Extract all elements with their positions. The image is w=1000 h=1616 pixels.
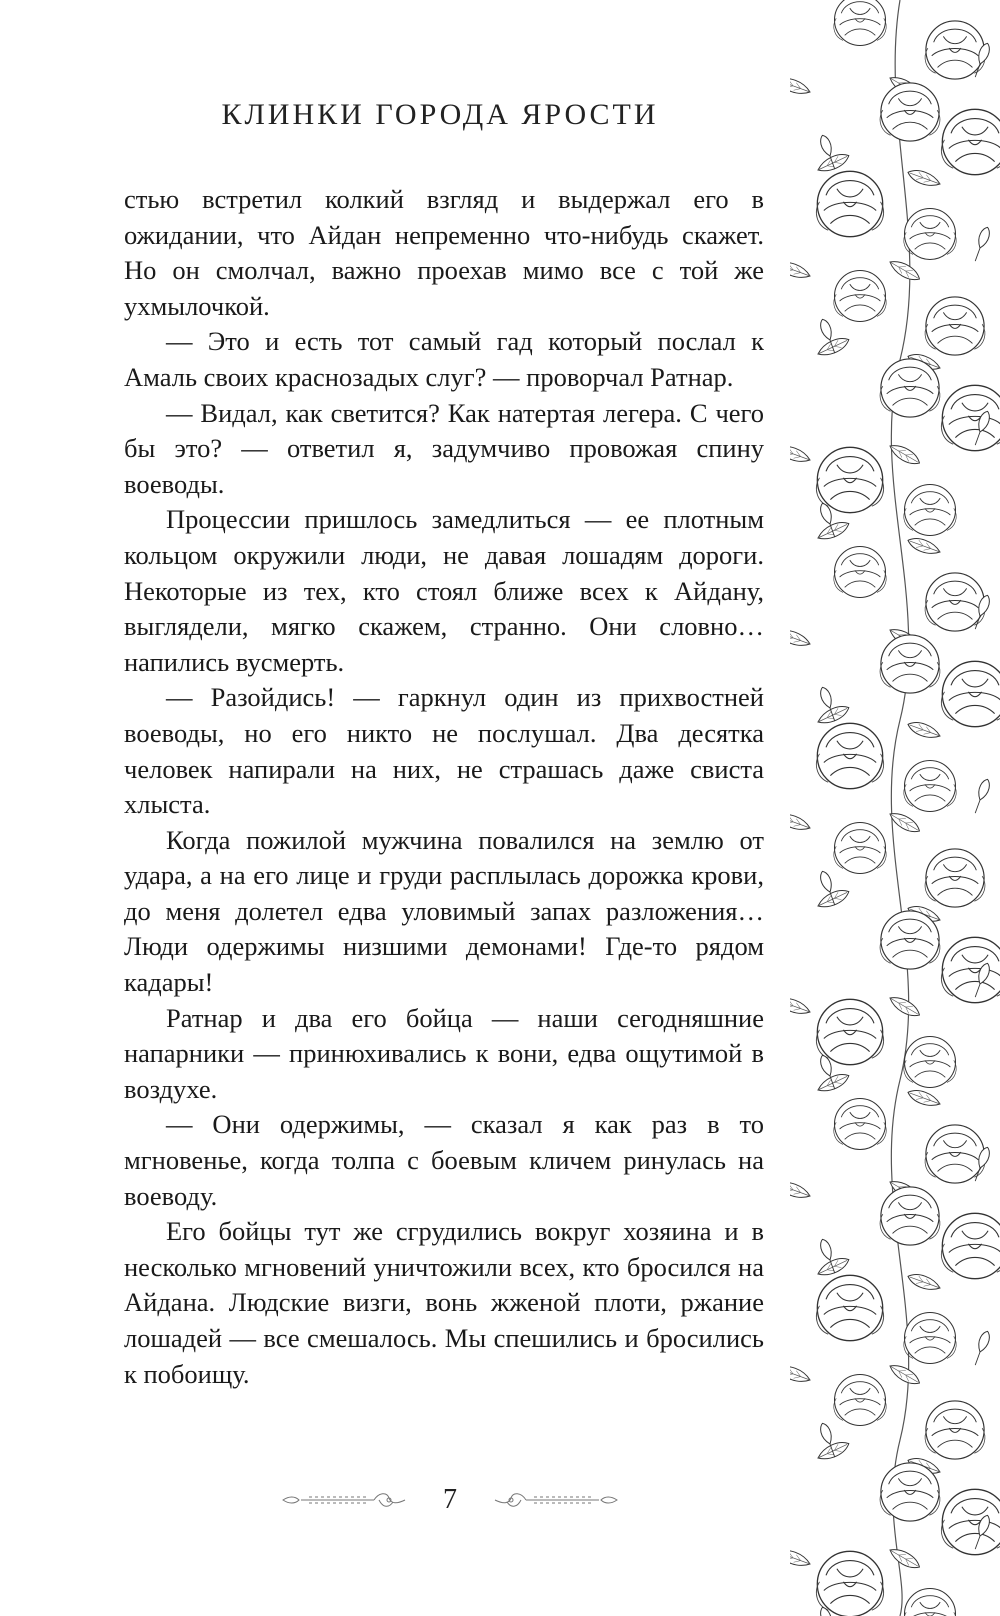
peony-flower-icon	[941, 1489, 1000, 1554]
peony-flower-icon	[904, 1589, 956, 1616]
leaf-icon	[906, 535, 942, 558]
leaf-icon	[815, 518, 851, 543]
paragraph: — Видал, как светится? Как натертая легера. С чего бы это? — ответил я, задумчиво провожая спину воеводы.	[124, 397, 764, 499]
page-footer	[260, 1480, 640, 1520]
peony-flower-icon	[904, 1313, 956, 1364]
floral-border-icon	[790, 0, 1000, 1616]
leaf-icon	[815, 1438, 851, 1463]
paragraph: Когда пожилой мужчина повалился на землю от удара, а на его лице и груди расплылась дорожка крови, до меня долетел едва уловимый запах разложения… Люди одержимы низшими демонами! Где-то рядом кадары!	[124, 824, 764, 998]
peony-flower-icon	[816, 447, 883, 512]
peony-flower-icon	[816, 171, 883, 236]
peony-flower-icon	[834, 271, 886, 322]
peony-flower-icon	[834, 0, 886, 45]
peony-flower-icon	[880, 1463, 940, 1521]
peony-flower-icon	[880, 635, 940, 693]
left-flourish-icon	[279, 1490, 409, 1510]
peony-flower-icon	[816, 1275, 883, 1340]
paragraph: — Разойдись! — гаркнул один из прихвостней воеводы, но его никто не послушал. Два десятка человек напирали на них, не страшась даже свиста хлыста.	[124, 682, 764, 820]
peony-flower-icon	[834, 547, 886, 598]
paragraph: Ратнар и два его бойца — наши сегодняшние напарники — принюхивались к вони, едва ощутимой в воздухе.	[124, 1002, 764, 1104]
peony-flower-icon	[925, 1125, 985, 1183]
bud-icon	[971, 778, 992, 815]
peony-flower-icon	[941, 109, 1000, 174]
peony-flower-icon	[880, 359, 940, 417]
leaf-icon	[790, 811, 812, 834]
leaf-icon	[815, 334, 851, 359]
peony-flower-icon	[880, 83, 940, 141]
peony-flower-icon	[925, 849, 985, 907]
paragraph: — Они одержимы, — сказал я как раз в то мгновенье, когда толпа с боевым кличем ринулась на воеводу.	[124, 1109, 764, 1211]
peony-flower-icon	[941, 661, 1000, 726]
leaf-icon	[790, 1179, 812, 1202]
leaf-icon	[790, 995, 812, 1018]
paragraph: стью встретил колкий взгляд и выдержал его в ожидании, что Айдан непременно что-нибудь скажет. Но он смолчал, важно проехав мимо все с той же ухмылочкой.	[124, 184, 764, 321]
leaf-icon	[815, 1070, 851, 1095]
peony-flower-icon	[834, 1375, 886, 1426]
leaf-icon	[887, 1361, 922, 1388]
peony-flower-icon	[880, 911, 940, 969]
leaf-icon	[790, 443, 812, 466]
peony-flower-icon	[925, 573, 985, 631]
running-title: КЛИНКИ ГОРОДА ЯРОСТИ	[221, 98, 659, 131]
paragraph: — Это и есть тот самый гад который послал к Амаль своих краснозадых слуг? — проворчал Ратнар.	[124, 326, 764, 392]
leaf-icon	[887, 993, 922, 1020]
bud-icon	[971, 226, 992, 263]
leaf-icon	[790, 259, 812, 282]
peony-flower-icon	[834, 823, 886, 874]
peony-flower-icon	[941, 385, 1000, 450]
bud-icon	[971, 1330, 992, 1367]
peony-flower-icon	[834, 1099, 886, 1150]
peony-flower-icon	[880, 1187, 940, 1245]
peony-flower-icon	[941, 937, 1000, 1002]
peony-flower-icon	[904, 761, 956, 812]
leaf-icon	[906, 167, 942, 190]
peony-flower-icon	[816, 999, 883, 1064]
right-flourish-icon	[491, 1490, 621, 1510]
peony-flower-icon	[941, 1213, 1000, 1278]
paragraph: Процессии пришлось замедлиться — ее плотным кольцом окружили люди, не давая лошадям дороги. Некоторые из тех, кто стоял ближе всех к Айдану, выглядели, мягко скажем, странно. Они словно… напились вусмерть.	[124, 504, 764, 677]
peony-flower-icon	[925, 1401, 985, 1459]
peony-flower-icon	[816, 1551, 883, 1616]
leaf-icon	[887, 257, 922, 284]
body-text	[124, 182, 764, 1392]
leaf-icon	[906, 1087, 942, 1110]
leaf-icon	[790, 75, 812, 98]
peony-flower-icon	[925, 21, 985, 79]
leaf-icon	[790, 1363, 812, 1386]
peony-flower-icon	[925, 297, 985, 355]
leaf-icon	[815, 886, 851, 911]
leaf-icon	[887, 1545, 922, 1572]
leaf-icon	[906, 1271, 942, 1294]
paragraph: Его бойцы тут же сгрудились вокруг хозяина и в несколько мгновений уничтожили всех, кто бросился на Айдана. Людские визги, вонь жженой плоти, ржание лошадей — все смешалось. Мы спешились и бросились к побоищу.	[124, 1216, 764, 1389]
leaf-icon	[906, 719, 942, 742]
page-number: 7	[443, 1484, 457, 1515]
leaf-icon	[790, 627, 812, 650]
peony-flower-icon	[904, 485, 956, 536]
peony-flower-icon	[904, 1037, 956, 1088]
peony-flower-icon	[816, 723, 883, 788]
peony-flower-icon	[904, 209, 956, 260]
leaf-icon	[790, 1547, 812, 1570]
